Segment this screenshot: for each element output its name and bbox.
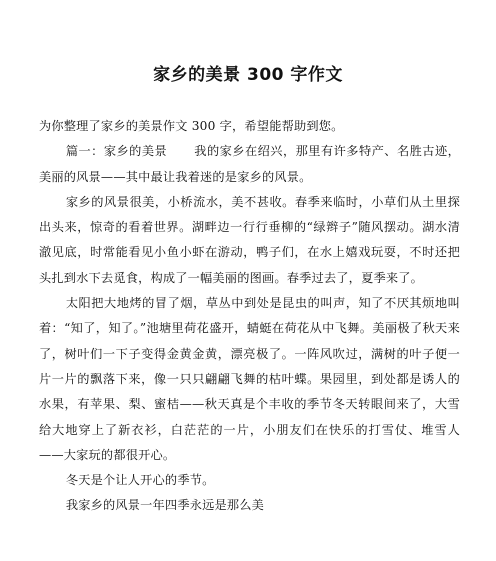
paragraph-5: 我家乡的风景一年四季永远是那么美 bbox=[65, 498, 265, 513]
essay-heading: 篇一：家乡的美景 bbox=[65, 144, 168, 159]
paragraph-1-text: 我的家乡在绍兴，那里有许多特产、名胜古迹，美丽的风景——其中最让我着迷的是家乡的风景。 bbox=[39, 144, 460, 184]
document-title: 家乡的美景 300 字作文 bbox=[153, 65, 343, 85]
intro-paragraph: 为你整理了家乡的美景作文 300 字，希望能帮助到您。 bbox=[39, 119, 344, 133]
paragraph-2: 家乡的风景很美，小桥流水，美不甚收。春季来临时，小草们从土里探出头来，惊奇的看着世界。湖畔边一行行垂柳的“绿辫子”随风摆动。湖水清澈见底，时常能看见小鱼小虾在游动，鸭子们，在水上嬉戏玩耍，不时还把头扎到水下去觅食，构成了一幅美丽的图画。春季过去了，夏季来了。 bbox=[39, 194, 460, 285]
paragraph-1 bbox=[39, 139, 460, 190]
paragraph-3: 太阳把大地烤的冒了烟，草丛中到处是昆虫的叫声，知了不厌其烦地叫着：“知了，知了。”池塘里荷花盛开，蜻蜓在荷花从中飞舞。美丽极了秋天来了，树叶们一下子变得金黄金黄，漂亮极了。一阵风吹过，满树的叶子便一片一片的飘落下来，像一只只翩翩飞舞的枯叶蝶。果园里，到处都是诱人的水果，有苹果、梨、蜜桔——秋天真是个丰收的季节冬天转眼间来了，大雪给大地穿上了新衣衫，白茫茫的一片，小朋友们在快乐的打雪仗、堆雪人——大家玩的都很开心。 bbox=[39, 296, 460, 462]
paragraph-4: 冬天是个让人开心的季节。 bbox=[65, 473, 215, 488]
document-body bbox=[39, 114, 460, 519]
